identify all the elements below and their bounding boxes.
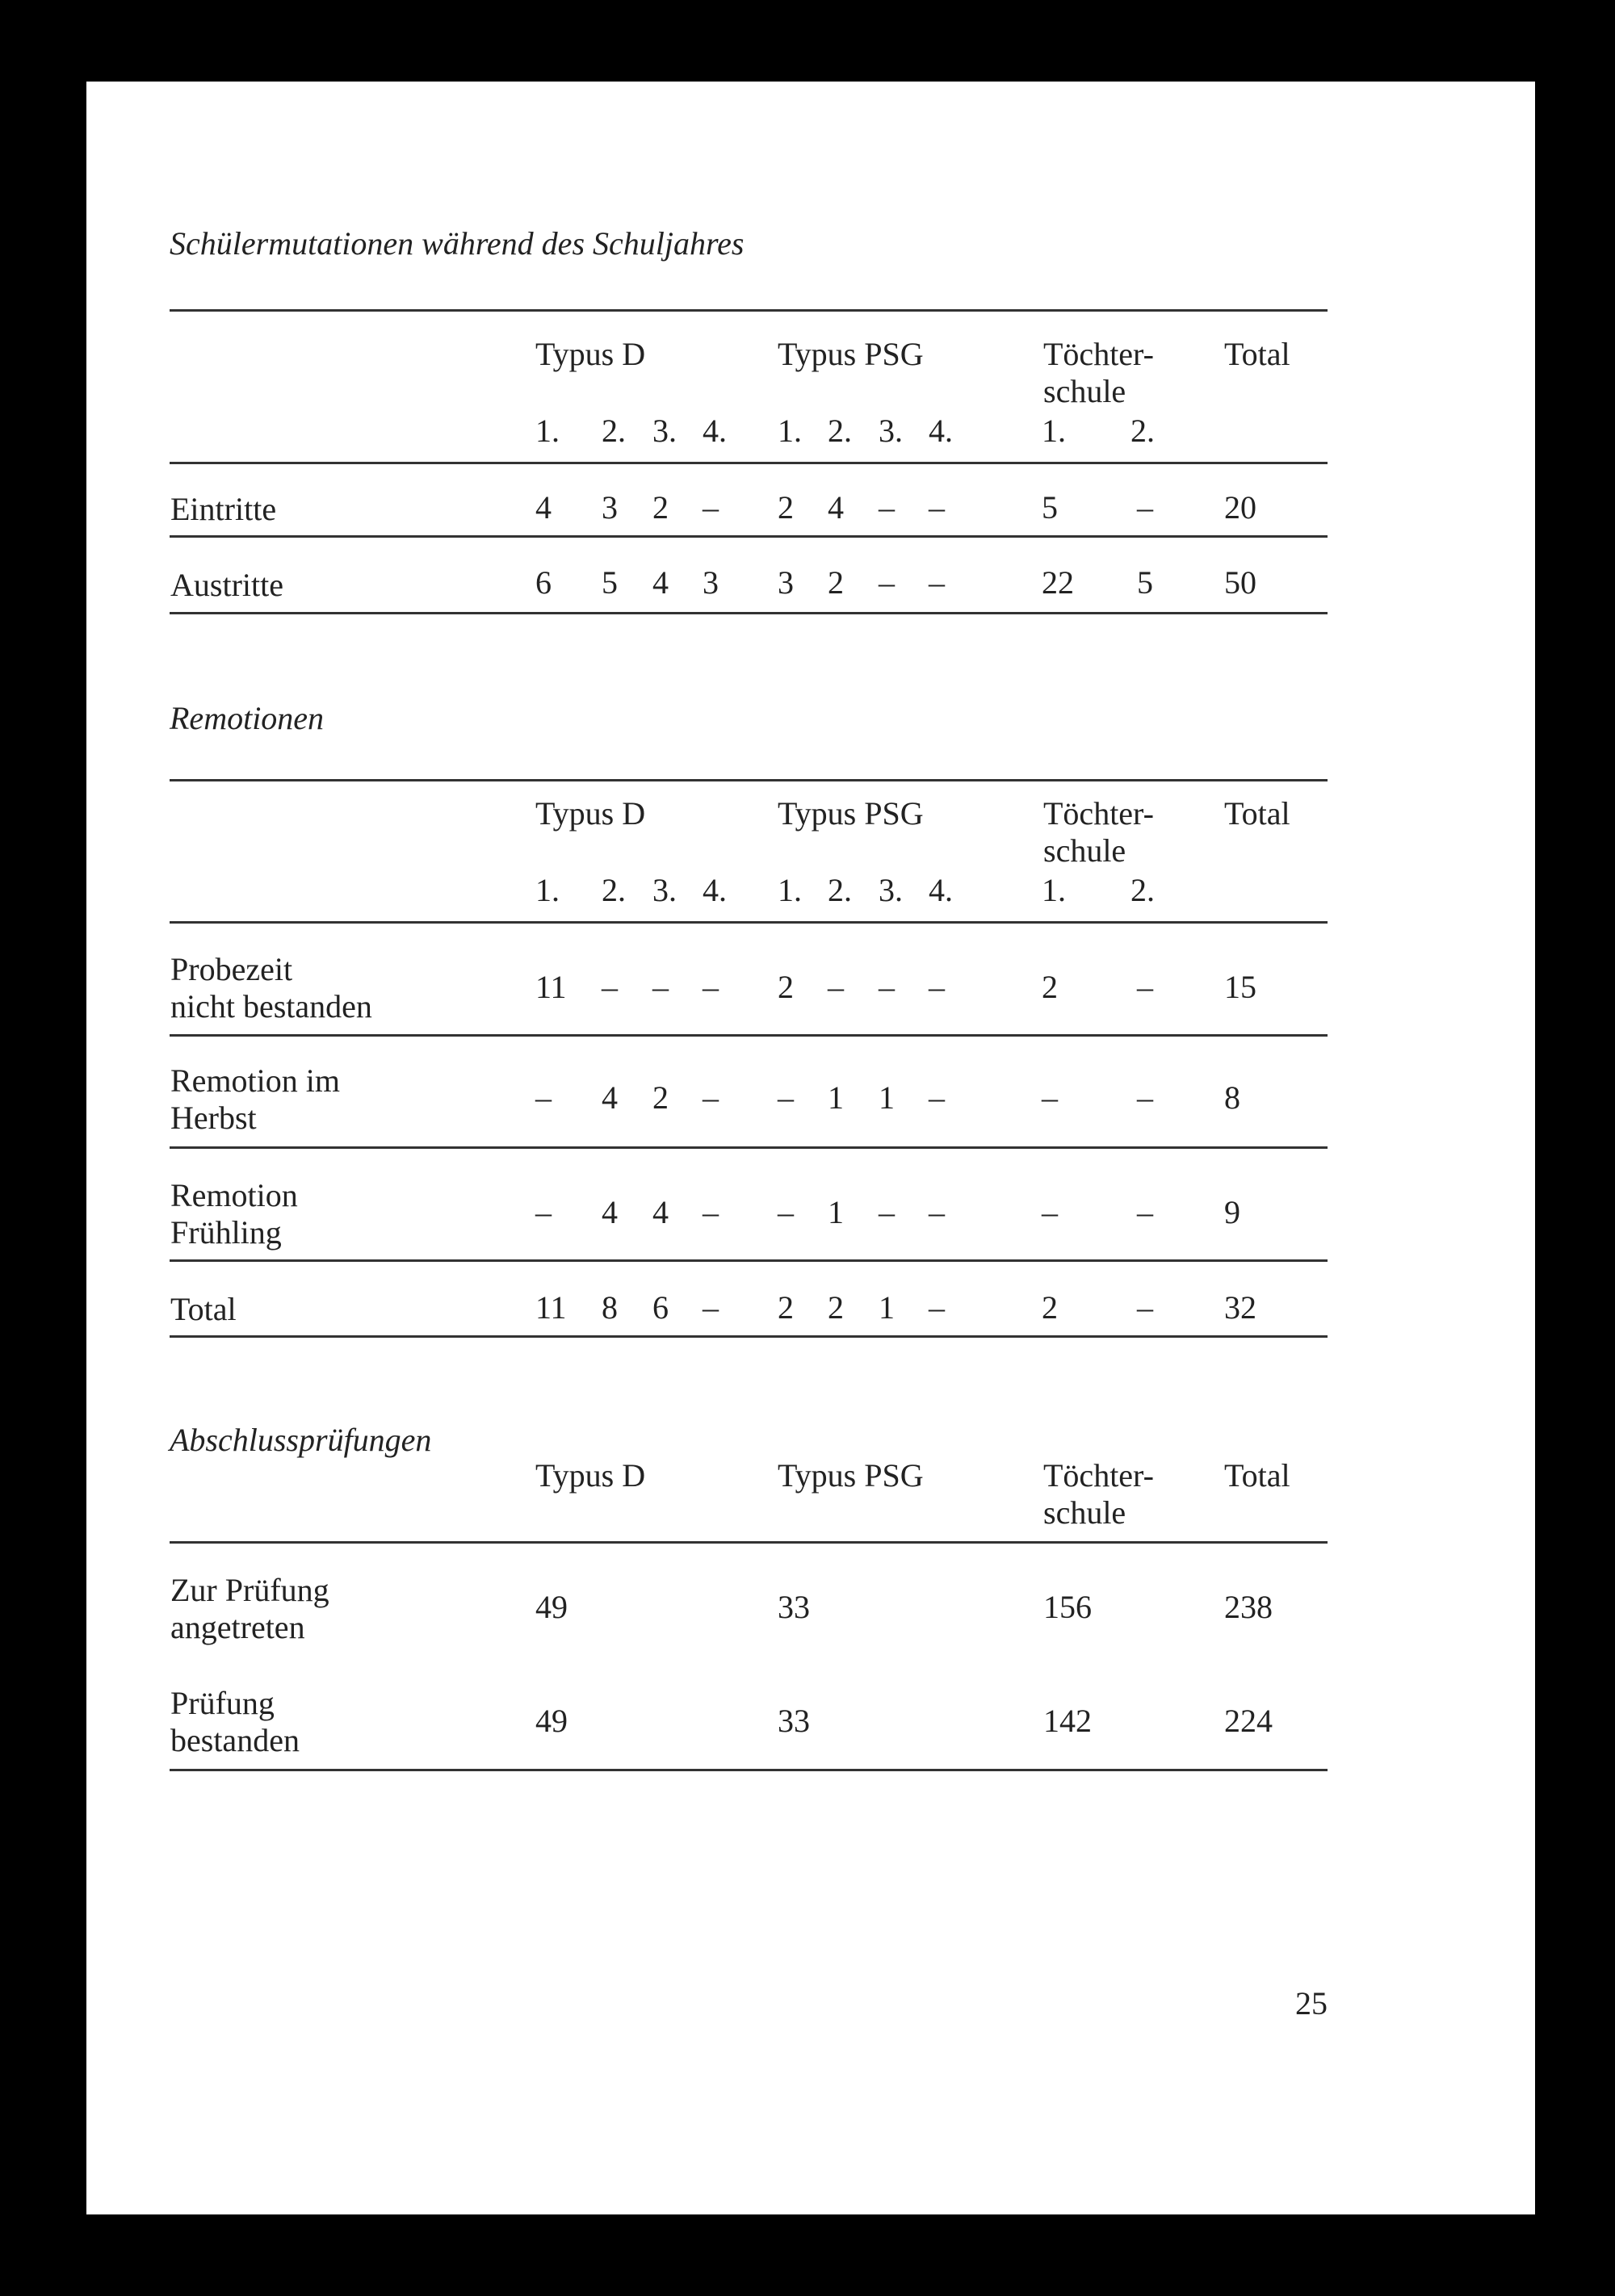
cell-value: –: [879, 1194, 895, 1230]
cell-value: 2: [828, 564, 844, 601]
row-label: Austritte: [170, 567, 283, 603]
header-typus-psg: Typus PSG: [778, 795, 924, 832]
cell-value: –: [929, 489, 945, 526]
class-number-label: 2.: [602, 413, 626, 449]
cell-value: 2: [652, 1079, 669, 1116]
cell-value: 11: [535, 969, 567, 1005]
cell-value: 1: [879, 1079, 895, 1116]
cell-value: –: [778, 1194, 794, 1230]
section-title: Remotionen: [170, 700, 325, 736]
class-number-label: 1.: [778, 872, 802, 908]
cell-value: –: [703, 969, 719, 1005]
cell-value: 1: [828, 1194, 844, 1230]
cell-value: 8: [602, 1289, 618, 1326]
header-toechterschule: schule: [1043, 1494, 1126, 1531]
class-number-label: 1.: [535, 872, 560, 908]
header-typus-psg: Typus PSG: [778, 336, 924, 372]
row-label: Probezeit: [170, 951, 293, 987]
row-label: Remotion: [170, 1177, 298, 1213]
header-total: Total: [1224, 1457, 1290, 1494]
cell-value: 2: [778, 1289, 794, 1326]
section-title: Schülermutationen während des Schuljahres: [170, 225, 745, 262]
cell-value: –: [535, 1194, 552, 1230]
cell-value: 142: [1043, 1703, 1092, 1739]
cell-value: –: [1042, 1194, 1058, 1230]
cell-value: –: [703, 1289, 719, 1326]
class-number-label: 3.: [879, 872, 903, 908]
cell-value: –: [602, 969, 618, 1005]
section-title: Abschlussprüfungen: [170, 1422, 432, 1458]
cell-value: 2: [778, 489, 794, 526]
row-label: Zur Prüfung: [170, 1572, 329, 1608]
table-rule: [170, 1541, 1328, 1544]
table-rule: [170, 309, 1328, 312]
header-typus-d: Typus D: [535, 336, 646, 372]
class-number-label: 2.: [602, 872, 626, 908]
class-number-label: 4.: [703, 872, 727, 908]
cell-value: 2: [778, 969, 794, 1005]
cell-value: –: [1137, 1289, 1153, 1326]
class-number-label: 2.: [1130, 872, 1155, 908]
cell-value: –: [828, 969, 844, 1005]
table-rule: [170, 1146, 1328, 1149]
cell-value: –: [879, 969, 895, 1005]
cell-value: –: [703, 489, 719, 526]
cell-value: –: [652, 969, 669, 1005]
header-total: Total: [1224, 795, 1290, 832]
cell-value: 49: [535, 1703, 568, 1739]
class-number-label: 4.: [703, 413, 727, 449]
table-rule: [170, 1034, 1328, 1037]
cell-value: –: [929, 564, 945, 601]
class-number-label: 3.: [652, 413, 677, 449]
row-label: Prüfung: [170, 1685, 275, 1721]
table-rule: [170, 612, 1328, 614]
cell-value: 1: [879, 1289, 895, 1326]
header-toechterschule: schule: [1043, 373, 1126, 409]
row-label: Total: [170, 1291, 237, 1327]
class-number-label: 1.: [1042, 872, 1066, 908]
cell-value: 4: [652, 564, 669, 601]
cell-value: 4: [652, 1194, 669, 1230]
cell-total: 20: [1224, 489, 1256, 526]
cell-total: 50: [1224, 564, 1256, 601]
cell-value: 4: [602, 1194, 618, 1230]
header-typus-d: Typus D: [535, 1457, 646, 1494]
cell-value: 6: [535, 564, 552, 601]
class-number-label: 2.: [1130, 413, 1155, 449]
cell-total: 224: [1224, 1703, 1273, 1739]
cell-value: –: [703, 1079, 719, 1116]
cell-total: 238: [1224, 1589, 1273, 1625]
cell-value: 4: [535, 489, 552, 526]
cell-value: –: [1137, 489, 1153, 526]
cell-value: 5: [602, 564, 618, 601]
cell-value: 2: [1042, 969, 1058, 1005]
cell-value: 3: [778, 564, 794, 601]
cell-value: 22: [1042, 564, 1074, 601]
cell-value: –: [1137, 969, 1153, 1005]
header-toechterschule: Töchter-: [1043, 795, 1154, 832]
header-typus-d: Typus D: [535, 795, 646, 832]
table-rule: [170, 1769, 1328, 1771]
cell-total: 8: [1224, 1079, 1240, 1116]
cell-value: –: [778, 1079, 794, 1116]
cell-value: –: [929, 969, 945, 1005]
table-rule: [170, 921, 1328, 924]
cell-value: –: [929, 1194, 945, 1230]
class-number-label: 1.: [778, 413, 802, 449]
cell-value: –: [1137, 1079, 1153, 1116]
header-toechterschule: Töchter-: [1043, 1457, 1154, 1494]
cell-value: –: [703, 1194, 719, 1230]
cell-value: –: [929, 1289, 945, 1326]
header-toechterschule: Töchter-: [1043, 336, 1154, 372]
table-rule: [170, 1259, 1328, 1262]
cell-value: 4: [602, 1079, 618, 1116]
cell-value: –: [1042, 1079, 1058, 1116]
cell-value: 1: [828, 1079, 844, 1116]
row-label: Herbst: [170, 1100, 257, 1136]
cell-total: 32: [1224, 1289, 1256, 1326]
row-label: angetreten: [170, 1609, 305, 1645]
cell-value: 49: [535, 1589, 568, 1625]
cell-value: –: [535, 1079, 552, 1116]
class-number-label: 4.: [929, 872, 953, 908]
page-number: 25: [1295, 1985, 1328, 2022]
row-label: Remotion im: [170, 1062, 340, 1099]
header-typus-psg: Typus PSG: [778, 1457, 924, 1494]
row-label: nicht bestanden: [170, 988, 372, 1024]
cell-total: 9: [1224, 1194, 1240, 1230]
cell-value: 33: [778, 1703, 810, 1739]
cell-value: 2: [828, 1289, 844, 1326]
header-total: Total: [1224, 336, 1290, 372]
cell-value: –: [1137, 1194, 1153, 1230]
cell-value: 5: [1042, 489, 1058, 526]
row-label: Eintritte: [170, 491, 277, 527]
cell-value: 6: [652, 1289, 669, 1326]
cell-value: 156: [1043, 1589, 1092, 1625]
cell-value: 5: [1137, 564, 1153, 601]
cell-total: 15: [1224, 969, 1256, 1005]
class-number-label: 3.: [879, 413, 903, 449]
cell-value: 11: [535, 1289, 567, 1326]
cell-value: –: [879, 489, 895, 526]
table-rule: [170, 462, 1328, 464]
cell-value: 2: [652, 489, 669, 526]
cell-value: 3: [703, 564, 719, 601]
table-rule: [170, 535, 1328, 538]
class-number-label: 2.: [828, 413, 852, 449]
cell-value: 3: [602, 489, 618, 526]
cell-value: 2: [1042, 1289, 1058, 1326]
class-number-label: 3.: [652, 872, 677, 908]
class-number-label: 4.: [929, 413, 953, 449]
cell-value: –: [879, 564, 895, 601]
cell-value: 4: [828, 489, 844, 526]
table-rule: [170, 779, 1328, 781]
class-number-label: 1.: [1042, 413, 1066, 449]
class-number-label: 1.: [535, 413, 560, 449]
row-label: Frühling: [170, 1214, 282, 1251]
class-number-label: 2.: [828, 872, 852, 908]
header-toechterschule: schule: [1043, 832, 1126, 869]
cell-value: 33: [778, 1589, 810, 1625]
table-rule: [170, 1335, 1328, 1338]
row-label: bestanden: [170, 1722, 300, 1758]
cell-value: –: [929, 1079, 945, 1116]
